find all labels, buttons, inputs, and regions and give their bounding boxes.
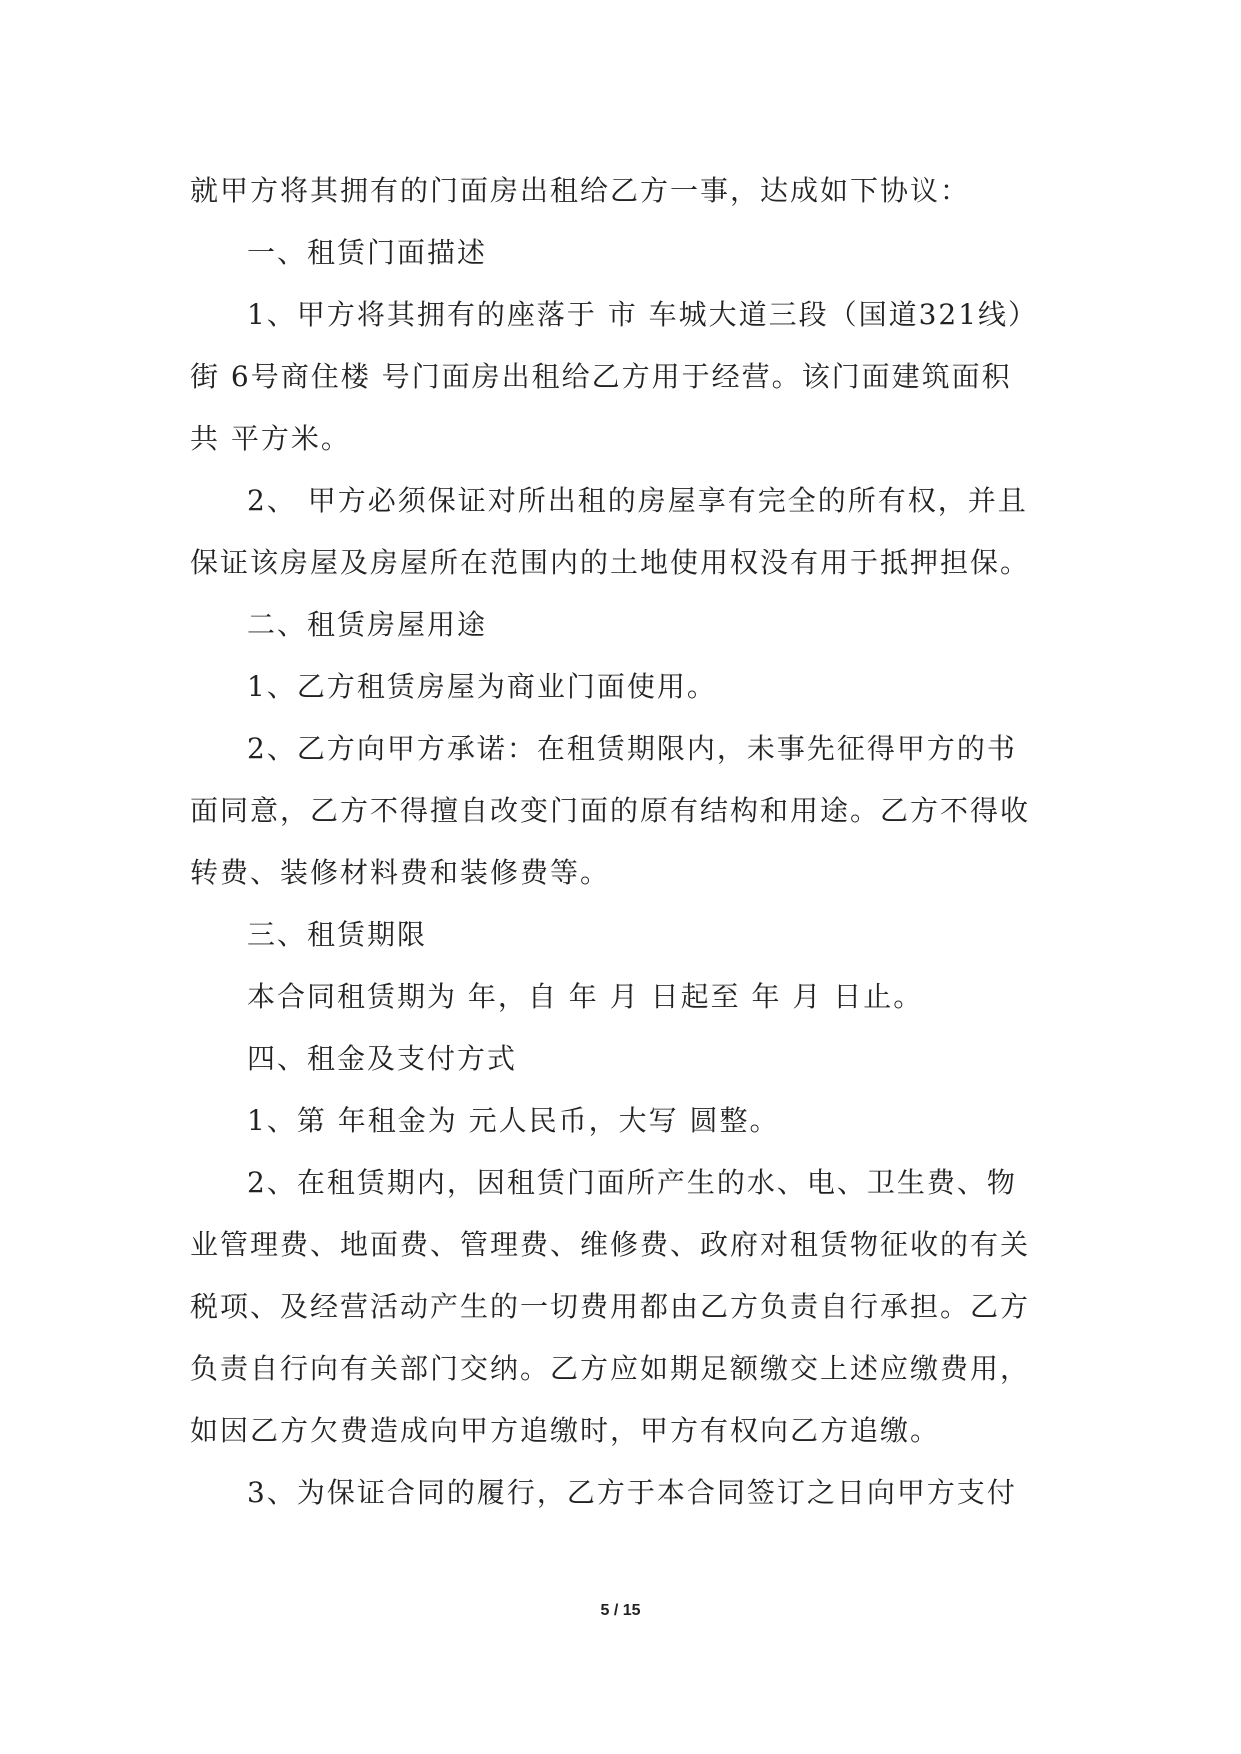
text-line-1: 就甲方将其拥有的门面房出租给乙方一事，达成如下协议： bbox=[190, 174, 971, 207]
text-line-3: 1、甲方将其拥有的座落于 市 车城大道三段（国道321线） bbox=[247, 298, 1039, 331]
text-line-11: 面同意，乙方不得擅自改变门面的原有结构和用途。乙方不得收 bbox=[190, 794, 1031, 827]
text-line-10: 2、乙方向甲方承诺：在租赁期限内，未事先征得甲方的书 bbox=[247, 732, 1017, 765]
text-line-6: 2、 甲方必须保证对所出租的房屋享有完全的所有权，并且 bbox=[247, 484, 1028, 517]
text-line-12: 转费、装修材料费和装修费等。 bbox=[190, 856, 611, 889]
text-line-9: 1、乙方租赁房屋为商业门面使用。 bbox=[247, 670, 717, 703]
text-line-17: 2、在租赁期内，因租赁门面所产生的水、电、卫生费、物 bbox=[247, 1166, 1017, 1199]
section-heading-2: 二、租赁房屋用途 bbox=[247, 608, 488, 641]
text-line-18: 业管理费、地面费、管理费、维修费、政府对租赁物征收的有关 bbox=[190, 1228, 1031, 1261]
text-line-5: 共 平方米。 bbox=[190, 422, 351, 455]
text-line-14: 本合同租赁期为 年，自 年 月 日起至 年 月 日止。 bbox=[247, 980, 924, 1013]
page-number: 5 / 15 bbox=[600, 1602, 641, 1619]
document-body bbox=[190, 160, 1060, 1524]
text-line-7: 保证该房屋及房屋所在范围内的土地使用权没有用于抵押担保。 bbox=[190, 546, 1031, 579]
text-line-4: 街 6号商住楼 号门面房出租给乙方用于经营。该门面建筑面积 bbox=[190, 360, 1012, 393]
text-line-16: 1、第 年租金为 元人民币，大写 圆整。 bbox=[247, 1104, 780, 1137]
section-heading-3: 三、租赁期限 bbox=[247, 918, 428, 951]
text-line-21: 如因乙方欠费造成向甲方追缴时，甲方有权向乙方追缴。 bbox=[190, 1414, 941, 1447]
text-line-22: 3、为保证合同的履行，乙方于本合同签订之日向甲方支付 bbox=[247, 1476, 1017, 1509]
text-line-20: 负责自行向有关部门交纳。乙方应如期足额缴交上述应缴费用， bbox=[190, 1352, 1031, 1385]
section-heading-1: 一、租赁门面描述 bbox=[247, 236, 488, 269]
text-line-19: 税项、及经营活动产生的一切费用都由乙方负责自行承担。乙方 bbox=[190, 1290, 1031, 1323]
section-heading-4: 四、租金及支付方式 bbox=[247, 1042, 518, 1075]
